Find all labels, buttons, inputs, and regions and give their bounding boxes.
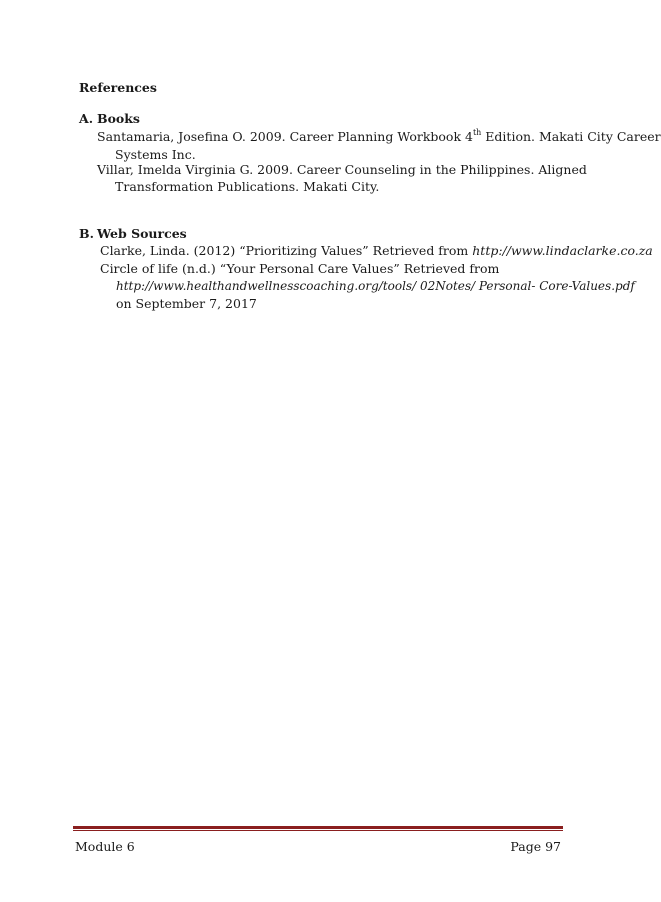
book-reference-2-line-1: Villar, Imelda Virginia G. 2009. Career Counseling in the Philippines. Aligned (97, 162, 587, 177)
book-reference-1-line-2: Systems Inc. (115, 147, 196, 162)
section-title: Web Sources (97, 226, 187, 241)
footer-rule-thin (73, 830, 563, 831)
web-reference-1 (100, 243, 653, 258)
web-reference-2-line-1: Circle of life (n.d.) “Your Personal Care Values” Retrieved from (100, 261, 500, 276)
superscript: th (472, 128, 482, 137)
reference-text: Santamaria, Josefina O. 2009. Career Planning Workbook 4 (97, 129, 473, 144)
footer-module-label: Module 6 (75, 839, 135, 854)
footer-page-number: Page 97 (510, 839, 561, 854)
web-reference-2-line-3: on September 7, 2017 (116, 296, 257, 311)
footer-rule (73, 826, 563, 829)
references-heading: References (79, 80, 157, 95)
book-reference-1-line-1 (97, 128, 661, 144)
section-marker: A. (79, 111, 94, 126)
reference-text: Clarke, Linda. (2012) “Prioritizing Values” Retrieved from (100, 243, 473, 258)
book-reference-2-line-2: Transformation Publications. Makati City. (115, 179, 380, 194)
section-marker: B. (79, 226, 94, 241)
reference-url[interactable]: http://www.healthandwellnesscoaching.org/tools/ 02Notes/ Personal- Core-Values.pdf (116, 279, 635, 293)
section-title: Books (97, 111, 140, 126)
reference-text: Edition. Makati City Career (481, 129, 661, 144)
reference-url[interactable]: http://www.lindaclarke.co.za (472, 243, 653, 258)
